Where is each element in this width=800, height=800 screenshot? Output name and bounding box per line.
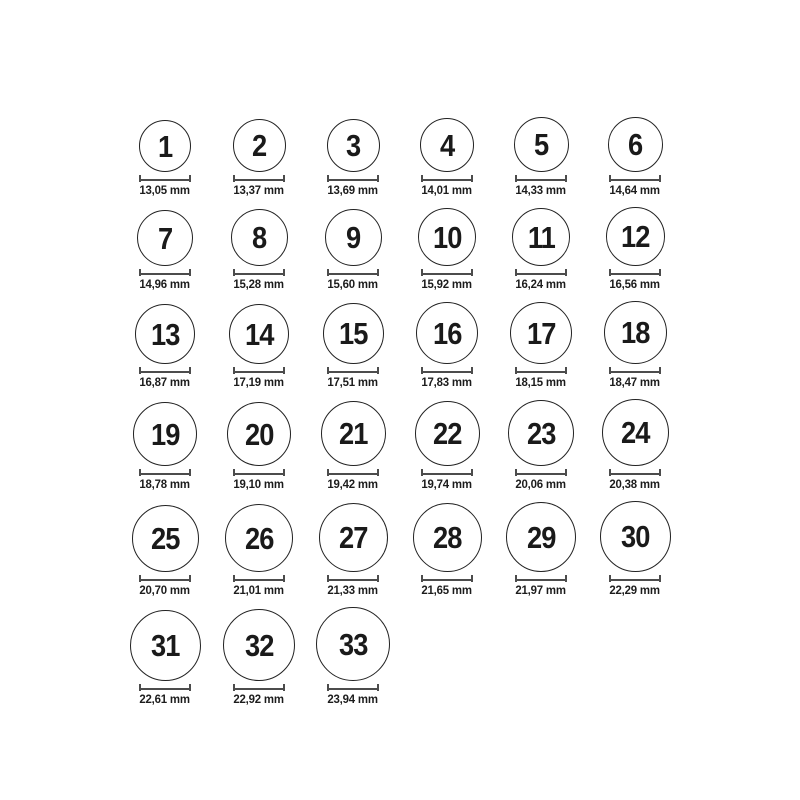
- diameter-measure-line: [233, 684, 285, 691]
- measure-right-tick-icon: [189, 269, 191, 276]
- measure-right-tick-icon: [377, 469, 379, 476]
- diameter-measure-line: [515, 367, 567, 374]
- diameter-label: 21,65 mm: [421, 583, 473, 597]
- measure-right-tick-icon: [659, 575, 661, 582]
- diameter-label: 16,87 mm: [139, 375, 191, 389]
- diameter-measure-line: [233, 367, 285, 374]
- diameter-label: 20,06 mm: [515, 477, 567, 491]
- diameter-label: 14,33 mm: [515, 183, 567, 197]
- diameter-label: 19,74 mm: [421, 477, 473, 491]
- ring-size-number: 21: [338, 416, 368, 451]
- ring-size-item: [494, 502, 588, 596]
- diameter-measure-line: [609, 175, 661, 182]
- ring-size-number: 22: [432, 416, 462, 451]
- diameter-label: 15,92 mm: [421, 277, 473, 291]
- measure-bar: [421, 179, 473, 181]
- diameter-label: 22,61 mm: [139, 692, 191, 706]
- ring-size-number: 23: [526, 415, 556, 451]
- measure-right-tick-icon: [189, 469, 191, 476]
- ring-size-number: 13: [150, 316, 180, 352]
- ring-circle: [223, 609, 295, 681]
- measure-right-tick-icon: [283, 269, 285, 276]
- diameter-measure-line: [609, 469, 661, 476]
- diameter-measure-line: [515, 269, 567, 276]
- ring-circle: [510, 302, 572, 364]
- diameter-label: 21,33 mm: [327, 583, 379, 597]
- measure-bar: [609, 179, 661, 181]
- ring-size-number: 9: [345, 220, 361, 255]
- ring-size-item: [588, 117, 682, 196]
- diameter-label: 16,24 mm: [515, 277, 567, 291]
- measure-bar: [421, 579, 473, 581]
- measure-right-tick-icon: [377, 175, 379, 182]
- diameter-label: 17,51 mm: [327, 375, 379, 389]
- measure-bar: [421, 473, 473, 475]
- diameter-measure-line: [233, 175, 285, 182]
- ring-size-number: 25: [150, 521, 180, 556]
- diameter-label: 18,78 mm: [139, 477, 191, 491]
- measure-right-tick-icon: [565, 575, 567, 582]
- ring-size-item: [400, 401, 494, 490]
- measure-bar: [233, 371, 285, 373]
- diameter-measure-line: [139, 469, 191, 476]
- measure-right-tick-icon: [377, 269, 379, 276]
- diameter-measure-line: [233, 575, 285, 582]
- measure-right-tick-icon: [283, 684, 285, 691]
- diameter-measure-line: [327, 175, 379, 182]
- diameter-measure-line: [327, 684, 379, 691]
- measure-right-tick-icon: [189, 684, 191, 691]
- measure-bar: [139, 371, 191, 373]
- measure-bar: [327, 688, 379, 690]
- diameter-measure-line: [609, 575, 661, 582]
- ring-size-number: 30: [620, 519, 650, 554]
- measure-bar: [139, 273, 191, 275]
- ring-size-row: [118, 607, 682, 705]
- measure-right-tick-icon: [471, 367, 473, 374]
- ring-circle: [231, 209, 288, 266]
- ring-circle: [321, 401, 386, 466]
- ring-circle: [225, 504, 293, 572]
- ring-size-item: [400, 503, 494, 596]
- ring-size-item: [118, 210, 212, 290]
- measure-bar: [609, 473, 661, 475]
- ring-circle: [133, 402, 197, 466]
- diameter-measure-line: [139, 175, 191, 182]
- ring-circle: [327, 119, 380, 172]
- ring-size-item: [400, 118, 494, 196]
- ring-size-item: [306, 607, 400, 705]
- ring-circle: [514, 117, 569, 172]
- ring-size-number: 8: [251, 220, 267, 255]
- measure-bar: [609, 273, 661, 275]
- ring-circle: [606, 207, 665, 266]
- diameter-measure-line: [139, 575, 191, 582]
- measure-bar: [139, 179, 191, 181]
- diameter-label: 20,38 mm: [609, 477, 661, 491]
- ring-circle: [506, 502, 576, 572]
- measure-bar: [327, 273, 379, 275]
- ring-size-item: [212, 209, 306, 290]
- diameter-label: 15,60 mm: [327, 277, 379, 291]
- diameter-measure-line: [139, 269, 191, 276]
- ring-size-number: 11: [527, 219, 555, 255]
- ring-size-item: [588, 207, 682, 290]
- ring-size-chart: [118, 0, 682, 705]
- ring-size-item: [306, 303, 400, 388]
- diameter-label: 19,10 mm: [233, 477, 285, 491]
- ring-circle: [227, 402, 291, 466]
- measure-bar: [421, 371, 473, 373]
- measure-right-tick-icon: [565, 469, 567, 476]
- measure-right-tick-icon: [283, 469, 285, 476]
- ring-size-number: 17: [526, 315, 556, 351]
- measure-bar: [233, 688, 285, 690]
- ring-size-item: [118, 304, 212, 388]
- ring-size-number: 33: [338, 626, 368, 662]
- ring-size-number: 16: [432, 315, 462, 351]
- diameter-label: 13,37 mm: [233, 183, 285, 197]
- measure-bar: [515, 473, 567, 475]
- measure-right-tick-icon: [565, 269, 567, 276]
- ring-size-item: [588, 501, 682, 596]
- ring-size-item: [306, 503, 400, 596]
- ring-circle: [512, 208, 570, 266]
- ring-size-item: [306, 119, 400, 196]
- measure-bar: [327, 473, 379, 475]
- ring-circle: [415, 401, 480, 466]
- diameter-label: 23,94 mm: [327, 692, 379, 706]
- ring-circle: [325, 209, 382, 266]
- measure-bar: [421, 273, 473, 275]
- ring-size-item: [212, 609, 306, 705]
- ring-size-item: [212, 304, 306, 388]
- measure-bar: [233, 179, 285, 181]
- diameter-label: 18,15 mm: [515, 375, 567, 389]
- measure-bar: [139, 473, 191, 475]
- ring-circle: [600, 501, 671, 572]
- ring-circle: [229, 304, 289, 364]
- ring-size-item: [212, 504, 306, 596]
- ring-size-number: 6: [627, 127, 643, 162]
- measure-bar: [515, 179, 567, 181]
- diameter-measure-line: [327, 469, 379, 476]
- diameter-label: 16,56 mm: [609, 277, 661, 291]
- ring-size-number: 10: [432, 219, 462, 255]
- diameter-label: 21,97 mm: [515, 583, 567, 597]
- measure-bar: [233, 273, 285, 275]
- diameter-label: 13,05 mm: [139, 183, 191, 197]
- measure-right-tick-icon: [189, 367, 191, 374]
- ring-size-number: 29: [526, 519, 556, 555]
- diameter-label: 17,19 mm: [233, 375, 285, 389]
- ring-size-item: [212, 119, 306, 196]
- ring-size-item: [494, 208, 588, 290]
- measure-right-tick-icon: [471, 269, 473, 276]
- ring-circle: [420, 118, 474, 172]
- ring-size-item: [118, 505, 212, 596]
- ring-circle: [323, 303, 384, 364]
- measure-right-tick-icon: [283, 175, 285, 182]
- diameter-measure-line: [515, 575, 567, 582]
- measure-bar: [327, 179, 379, 181]
- ring-size-item: [494, 302, 588, 388]
- diameter-measure-line: [421, 269, 473, 276]
- ring-size-number: 7: [157, 220, 173, 256]
- ring-size-number: 20: [244, 416, 274, 452]
- ring-size-item: [494, 400, 588, 490]
- ring-size-item: [306, 401, 400, 490]
- measure-right-tick-icon: [659, 175, 661, 182]
- ring-circle: [130, 610, 201, 681]
- ring-circle: [135, 304, 195, 364]
- diameter-measure-line: [515, 469, 567, 476]
- ring-size-item: [118, 610, 212, 705]
- measure-right-tick-icon: [471, 469, 473, 476]
- diameter-measure-line: [421, 175, 473, 182]
- diameter-measure-line: [139, 684, 191, 691]
- ring-size-row: [118, 501, 682, 596]
- ring-size-number: 19: [150, 416, 180, 452]
- ring-size-item: [400, 302, 494, 388]
- measure-bar: [327, 371, 379, 373]
- measure-right-tick-icon: [377, 575, 379, 582]
- measure-bar: [233, 473, 285, 475]
- ring-size-row: [118, 301, 682, 388]
- measure-bar: [609, 579, 661, 581]
- diameter-label: 22,29 mm: [609, 583, 661, 597]
- ring-size-number: 31: [150, 628, 180, 663]
- measure-right-tick-icon: [565, 367, 567, 374]
- ring-size-number: 26: [244, 520, 274, 556]
- measure-bar: [515, 273, 567, 275]
- diameter-label: 18,47 mm: [609, 375, 661, 389]
- diameter-measure-line: [327, 367, 379, 374]
- ring-size-item: [588, 301, 682, 388]
- diameter-measure-line: [609, 269, 661, 276]
- measure-bar: [139, 579, 191, 581]
- diameter-label: 13,69 mm: [327, 183, 379, 197]
- diameter-label: 15,28 mm: [233, 277, 285, 291]
- diameter-measure-line: [609, 367, 661, 374]
- ring-size-item: [306, 209, 400, 290]
- measure-right-tick-icon: [189, 175, 191, 182]
- ring-size-item: [588, 399, 682, 490]
- ring-size-number: 4: [439, 127, 455, 163]
- ring-circle: [137, 210, 193, 266]
- ring-size-item: [212, 402, 306, 490]
- measure-bar: [327, 579, 379, 581]
- measure-right-tick-icon: [283, 575, 285, 582]
- ring-circle: [416, 302, 478, 364]
- measure-right-tick-icon: [189, 575, 191, 582]
- measure-right-tick-icon: [471, 575, 473, 582]
- ring-circle: [316, 607, 390, 681]
- measure-right-tick-icon: [377, 367, 379, 374]
- ring-size-number: 32: [244, 627, 274, 663]
- measure-right-tick-icon: [659, 469, 661, 476]
- measure-bar: [515, 371, 567, 373]
- ring-size-item: [494, 117, 588, 196]
- diameter-measure-line: [139, 367, 191, 374]
- ring-size-number: 18: [620, 315, 650, 350]
- diameter-label: 22,92 mm: [233, 692, 285, 706]
- ring-circle: [418, 208, 476, 266]
- ring-circle: [413, 503, 482, 572]
- ring-size-number: 14: [244, 316, 274, 352]
- measure-right-tick-icon: [565, 175, 567, 182]
- diameter-measure-line: [233, 469, 285, 476]
- ring-circle: [132, 505, 199, 572]
- ring-circle: [233, 119, 286, 172]
- measure-right-tick-icon: [377, 684, 379, 691]
- ring-size-item: [118, 120, 212, 196]
- ring-size-row: [118, 399, 682, 490]
- measure-bar: [609, 371, 661, 373]
- ring-size-number: 2: [251, 128, 267, 163]
- ring-circle: [319, 503, 388, 572]
- diameter-measure-line: [421, 367, 473, 374]
- ring-size-number: 3: [345, 128, 361, 163]
- diameter-measure-line: [515, 175, 567, 182]
- measure-bar: [139, 688, 191, 690]
- ring-size-number: 12: [620, 219, 650, 254]
- ring-size-item: [118, 402, 212, 490]
- ring-circle: [608, 117, 663, 172]
- ring-size-number: 15: [338, 316, 368, 351]
- diameter-label: 20,70 mm: [139, 583, 191, 597]
- diameter-measure-line: [421, 469, 473, 476]
- diameter-label: 21,01 mm: [233, 583, 285, 597]
- diameter-label: 19,42 mm: [327, 477, 379, 491]
- measure-right-tick-icon: [659, 269, 661, 276]
- ring-size-row: [118, 207, 682, 290]
- measure-bar: [233, 579, 285, 581]
- ring-circle: [139, 120, 191, 172]
- diameter-measure-line: [421, 575, 473, 582]
- diameter-label: 17,83 mm: [421, 375, 473, 389]
- measure-right-tick-icon: [659, 367, 661, 374]
- ring-circle: [508, 400, 574, 466]
- ring-size-number: 28: [432, 520, 462, 555]
- ring-circle: [602, 399, 669, 466]
- ring-size-number: 24: [620, 415, 650, 450]
- diameter-measure-line: [233, 269, 285, 276]
- measure-bar: [515, 579, 567, 581]
- diameter-measure-line: [327, 269, 379, 276]
- ring-size-item: [400, 208, 494, 290]
- measure-right-tick-icon: [283, 367, 285, 374]
- diameter-label: 14,01 mm: [421, 183, 473, 197]
- diameter-label: 14,96 mm: [139, 277, 191, 291]
- diameter-measure-line: [327, 575, 379, 582]
- ring-size-number: 1: [157, 128, 173, 164]
- diameter-label: 14,64 mm: [609, 183, 661, 197]
- ring-size-number: 27: [338, 520, 368, 555]
- ring-size-number: 5: [533, 127, 549, 162]
- ring-circle: [604, 301, 667, 364]
- ring-size-row: [118, 117, 682, 196]
- measure-right-tick-icon: [471, 175, 473, 182]
